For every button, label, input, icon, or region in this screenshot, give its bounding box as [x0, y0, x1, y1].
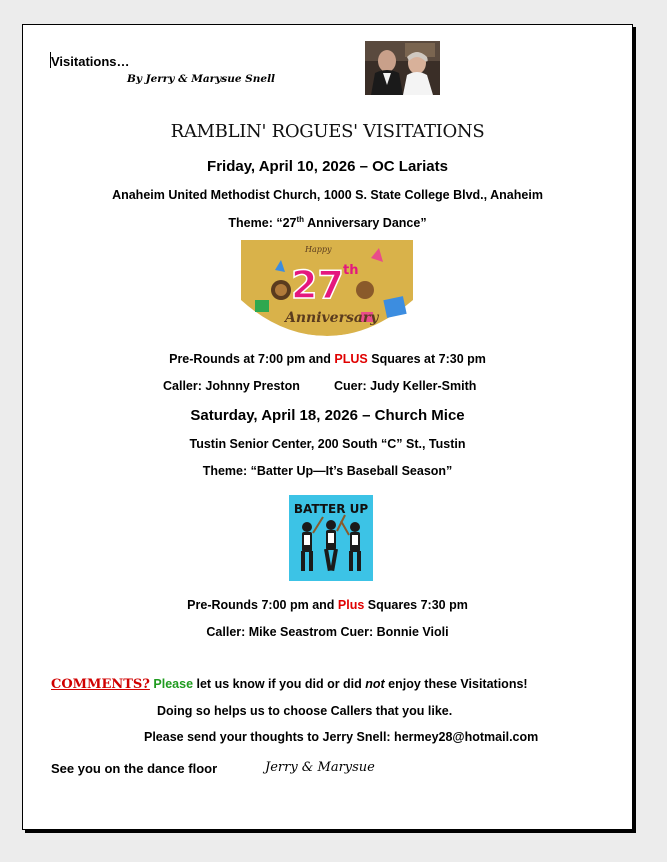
event2-address: Tustin Senior Center, 200 South “C” St., Tustin	[189, 437, 466, 451]
couple-photo	[365, 41, 440, 95]
event1-caller: Caller: Johnny Preston	[163, 379, 300, 393]
anniversary-small-text: Happy	[305, 245, 332, 254]
anniversary-word: Anniversary	[285, 310, 379, 326]
anniversary-number: 27	[291, 263, 344, 307]
comments-line3: Please send your thoughts to Jerry Snell: hermey28@hotmail.com	[144, 730, 539, 744]
event2-heading: Saturday, April 18, 2026 – Church Mice	[190, 407, 465, 424]
page-title: RAMBLIN' ROGUES' VISITATIONS	[170, 121, 485, 142]
event1-prerounds	[23, 352, 632, 366]
event2-prerounds-a: Pre-Rounds 7:00 pm and	[187, 598, 338, 612]
anniversary-ordinal: th	[343, 263, 359, 278]
anniversary-graphic	[241, 240, 413, 338]
event1-prerounds-a: Pre-Rounds at 7:00 pm and	[169, 352, 335, 366]
event1-address: Anaheim United Methodist Church, 1000 S. State College Blvd., Anaheim	[112, 188, 543, 202]
event1-theme-prefix: Theme: “27	[228, 216, 297, 231]
event1-theme-suffix: Anniversary Dance”	[304, 216, 427, 231]
comments-text-a: let us know if you did or did	[193, 677, 366, 691]
comments-please: Please	[153, 677, 194, 691]
comments-line2: Doing so helps us to choose Callers that you like.	[157, 704, 453, 718]
event1-prerounds-b: Squares at 7:30 pm	[367, 352, 486, 366]
closing-text: See you on the dance floor	[51, 761, 218, 776]
visitations-label: Visitations…	[51, 54, 130, 69]
event2-plus: Plus	[337, 598, 365, 612]
event2-prerounds-b: Squares 7:30 pm	[364, 598, 468, 612]
comments-label: COMMENTS?	[51, 677, 150, 692]
event2-prerounds	[23, 598, 632, 612]
event1-cuer: Cuer: Judy Keller-Smith	[334, 379, 477, 393]
comments-line	[51, 677, 528, 692]
event1-plus: PLUS	[334, 352, 368, 366]
event1-heading: Friday, April 10, 2026 – OC Lariats	[207, 158, 448, 175]
event2-theme: Theme: “Batter Up—It’s Baseball Season”	[202, 464, 453, 478]
batter-up-graphic	[289, 495, 373, 581]
byline: By Jerry & Marysue Snell	[127, 73, 276, 85]
event2-caller-cuer: Caller: Mike Seastrom Cuer: Bonnie Violi	[206, 625, 449, 639]
document-page	[22, 24, 633, 830]
signature: Jerry & Marysue	[265, 760, 375, 775]
event1-theme-sup: th	[296, 215, 305, 224]
comments-text-b: enjoy these Visitations!	[384, 677, 528, 691]
event1-theme	[23, 215, 632, 230]
batter-up-text: BATTER UP	[293, 502, 369, 516]
comments-not: not	[365, 677, 385, 691]
